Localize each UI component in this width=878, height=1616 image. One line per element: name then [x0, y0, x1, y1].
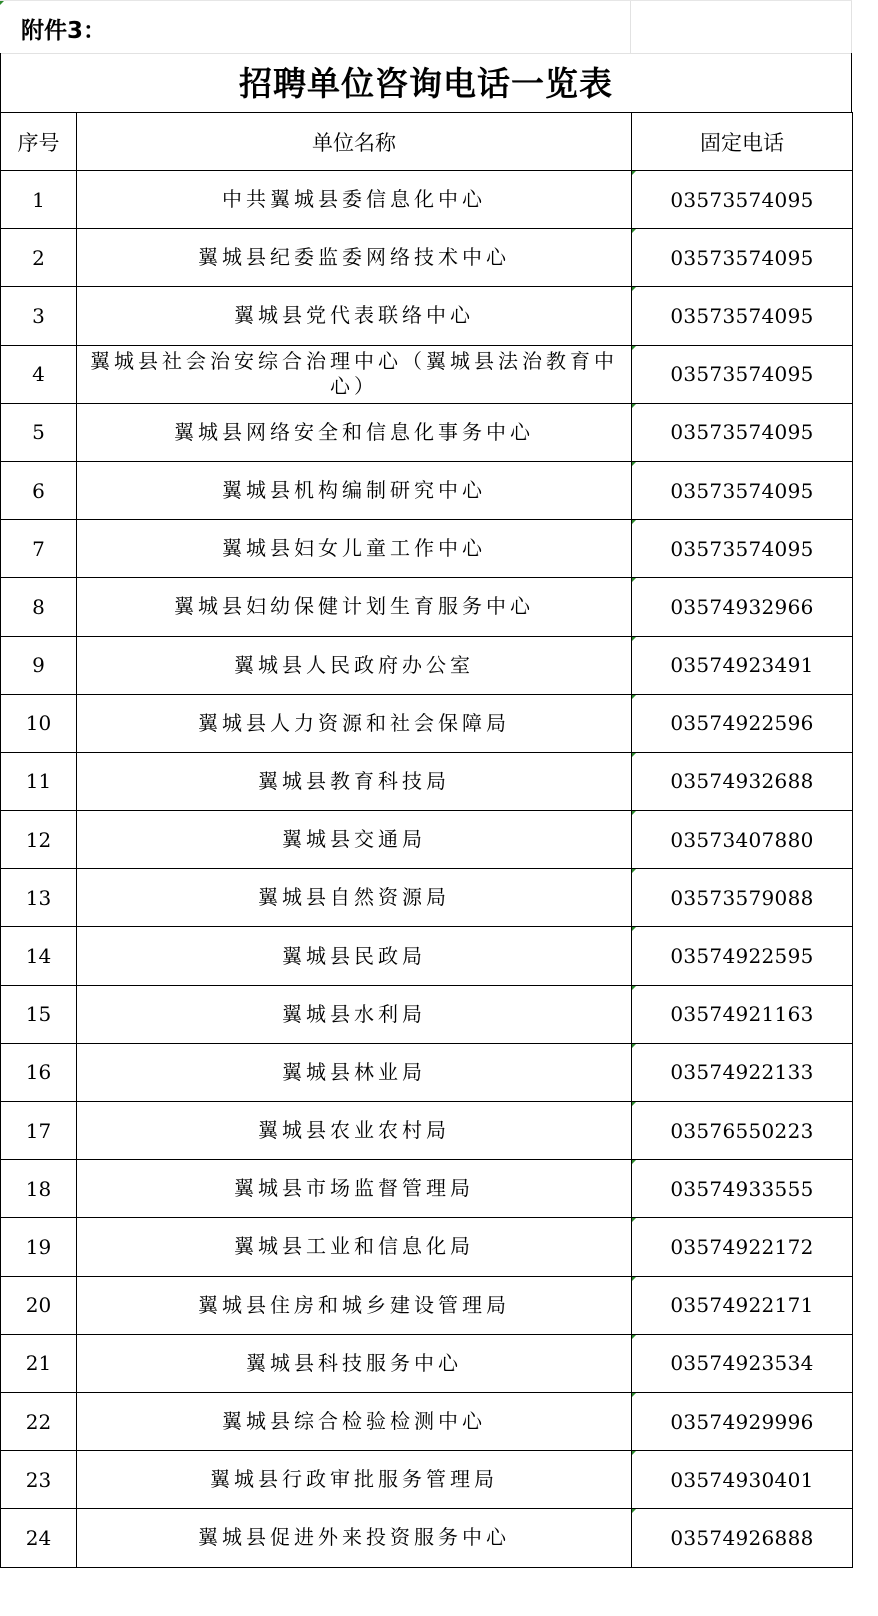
row-phone-cell[interactable]: 03574929996 [632, 1392, 853, 1450]
row-phone-cell[interactable]: 03574930401 [632, 1451, 853, 1509]
row-unit-cell[interactable]: 翼城县科技服务中心 [77, 1334, 632, 1392]
row-seq-cell[interactable]: 16 [1, 1043, 77, 1101]
table-row [1, 752, 853, 810]
row-unit-cell[interactable]: 翼城县行政审批服务管理局 [77, 1451, 632, 1509]
cell-corner-marker [0, 1, 4, 5]
row-phone-cell[interactable]: 03574922595 [632, 927, 853, 985]
row-seq-cell[interactable]: 15 [1, 985, 77, 1043]
row-unit-cell[interactable]: 翼城县林业局 [77, 1043, 632, 1101]
table-row [1, 1160, 853, 1218]
row-unit-cell[interactable]: 翼城县农业农村局 [77, 1102, 632, 1160]
empty-cell[interactable] [631, 1, 852, 54]
row-phone-cell[interactable]: 03573574095 [632, 403, 853, 461]
row-phone-cell[interactable]: 03573574095 [632, 345, 853, 403]
row-unit-cell[interactable]: 翼城县水利局 [77, 985, 632, 1043]
table-row [1, 1043, 853, 1101]
header-phone[interactable]: 固定电话 [632, 113, 853, 171]
row-unit-cell[interactable]: 翼城县综合检验检测中心 [77, 1392, 632, 1450]
row-seq-cell[interactable]: 6 [1, 461, 77, 519]
row-phone-cell[interactable]: 03574932688 [632, 752, 853, 810]
row-seq-cell[interactable]: 4 [1, 345, 77, 403]
row-seq-cell[interactable]: 11 [1, 752, 77, 810]
row-seq-cell[interactable]: 20 [1, 1276, 77, 1334]
row-phone-cell[interactable]: 03574926888 [632, 1509, 853, 1567]
table-row [1, 1218, 853, 1276]
row-seq-cell[interactable]: 19 [1, 1218, 77, 1276]
table-title: 招聘单位咨询电话一览表 [0, 53, 852, 112]
table-row [1, 287, 853, 345]
table-row [1, 1392, 853, 1450]
table-row [1, 811, 853, 869]
header-row [1, 113, 853, 171]
table-row [1, 694, 853, 752]
table-body [1, 171, 853, 1568]
row-seq-cell[interactable]: 17 [1, 1102, 77, 1160]
row-unit-cell[interactable]: 翼城县网络安全和信息化事务中心 [77, 403, 632, 461]
row-unit-cell[interactable]: 翼城县民政局 [77, 927, 632, 985]
table-row [1, 403, 853, 461]
row-unit-cell[interactable]: 翼城县住房和城乡建设管理局 [77, 1276, 632, 1334]
row-seq-cell[interactable]: 9 [1, 636, 77, 694]
table-row [1, 461, 853, 519]
row-seq-cell[interactable]: 1 [1, 171, 77, 229]
row-phone-cell[interactable]: 03573574095 [632, 520, 853, 578]
row-phone-cell[interactable]: 03573574095 [632, 229, 853, 287]
table-row [1, 578, 853, 636]
row-phone-cell[interactable]: 03573579088 [632, 869, 853, 927]
row-phone-cell[interactable]: 03573574095 [632, 287, 853, 345]
row-phone-cell[interactable]: 03573574095 [632, 461, 853, 519]
table-row [1, 869, 853, 927]
row-seq-cell[interactable]: 14 [1, 927, 77, 985]
row-unit-cell[interactable]: 翼城县人民政府办公室 [77, 636, 632, 694]
row-unit-cell[interactable]: 翼城县社会治安综合治理中心（翼城县法治教育中心） [77, 345, 632, 403]
row-unit-cell[interactable]: 翼城县交通局 [77, 811, 632, 869]
table-row [1, 1509, 853, 1567]
row-unit-cell[interactable]: 翼城县教育科技局 [77, 752, 632, 810]
row-phone-cell[interactable]: 03573574095 [632, 171, 853, 229]
table-row [1, 1102, 853, 1160]
row-unit-cell[interactable]: 中共翼城县委信息化中心 [77, 171, 632, 229]
row-phone-cell[interactable]: 03574933555 [632, 1160, 853, 1218]
row-unit-cell[interactable]: 翼城县自然资源局 [77, 869, 632, 927]
row-seq-cell[interactable]: 3 [1, 287, 77, 345]
header-unit[interactable]: 单位名称 [77, 113, 632, 171]
row-phone-cell[interactable]: 03574923491 [632, 636, 853, 694]
row-unit-cell[interactable]: 翼城县机构编制研究中心 [77, 461, 632, 519]
row-unit-cell[interactable]: 翼城县党代表联络中心 [77, 287, 632, 345]
row-seq-cell[interactable]: 12 [1, 811, 77, 869]
table-row [1, 520, 853, 578]
row-unit-cell[interactable]: 翼城县人力资源和社会保障局 [77, 694, 632, 752]
attachment-cell[interactable] [0, 1, 631, 54]
attachment-label: 附件3： [21, 18, 107, 44]
table-row [1, 1276, 853, 1334]
row-seq-cell[interactable]: 13 [1, 869, 77, 927]
row-unit-cell[interactable]: 翼城县纪委监委网络技术中心 [77, 229, 632, 287]
row-phone-cell[interactable]: 03574932966 [632, 578, 853, 636]
row-phone-cell[interactable]: 03573407880 [632, 811, 853, 869]
table-row [1, 345, 853, 403]
table-row [1, 1451, 853, 1509]
row-unit-cell[interactable]: 翼城县工业和信息化局 [77, 1218, 632, 1276]
row-seq-cell[interactable]: 21 [1, 1334, 77, 1392]
row-seq-cell[interactable]: 24 [1, 1509, 77, 1567]
row-phone-cell[interactable]: 03574922133 [632, 1043, 853, 1101]
row-phone-cell[interactable]: 03574922596 [632, 694, 853, 752]
row-phone-cell[interactable]: 03574922172 [632, 1218, 853, 1276]
row-unit-cell[interactable]: 翼城县妇女儿童工作中心 [77, 520, 632, 578]
table-row [1, 636, 853, 694]
row-seq-cell[interactable]: 18 [1, 1160, 77, 1218]
row-seq-cell[interactable]: 8 [1, 578, 77, 636]
contact-table [0, 112, 853, 1568]
row-seq-cell[interactable]: 10 [1, 694, 77, 752]
table-row [1, 171, 853, 229]
table-row [1, 229, 853, 287]
row-phone-cell[interactable]: 03574923534 [632, 1334, 853, 1392]
row-seq-cell[interactable]: 2 [1, 229, 77, 287]
table-row [1, 985, 853, 1043]
attachment-row [0, 0, 852, 53]
row-unit-cell[interactable]: 翼城县市场监督管理局 [77, 1160, 632, 1218]
row-unit-cell[interactable]: 翼城县妇幼保健计划生育服务中心 [77, 578, 632, 636]
row-seq-cell[interactable]: 22 [1, 1392, 77, 1450]
row-phone-cell[interactable]: 03574921163 [632, 985, 853, 1043]
header-seq[interactable]: 序号 [1, 113, 77, 171]
row-phone-cell[interactable]: 03576550223 [632, 1102, 853, 1160]
row-seq-cell[interactable]: 7 [1, 520, 77, 578]
row-seq-cell[interactable]: 5 [1, 403, 77, 461]
row-seq-cell[interactable]: 23 [1, 1451, 77, 1509]
row-phone-cell[interactable]: 03574922171 [632, 1276, 853, 1334]
table-row [1, 927, 853, 985]
table-row [1, 1334, 853, 1392]
row-unit-cell[interactable]: 翼城县促进外来投资服务中心 [77, 1509, 632, 1567]
